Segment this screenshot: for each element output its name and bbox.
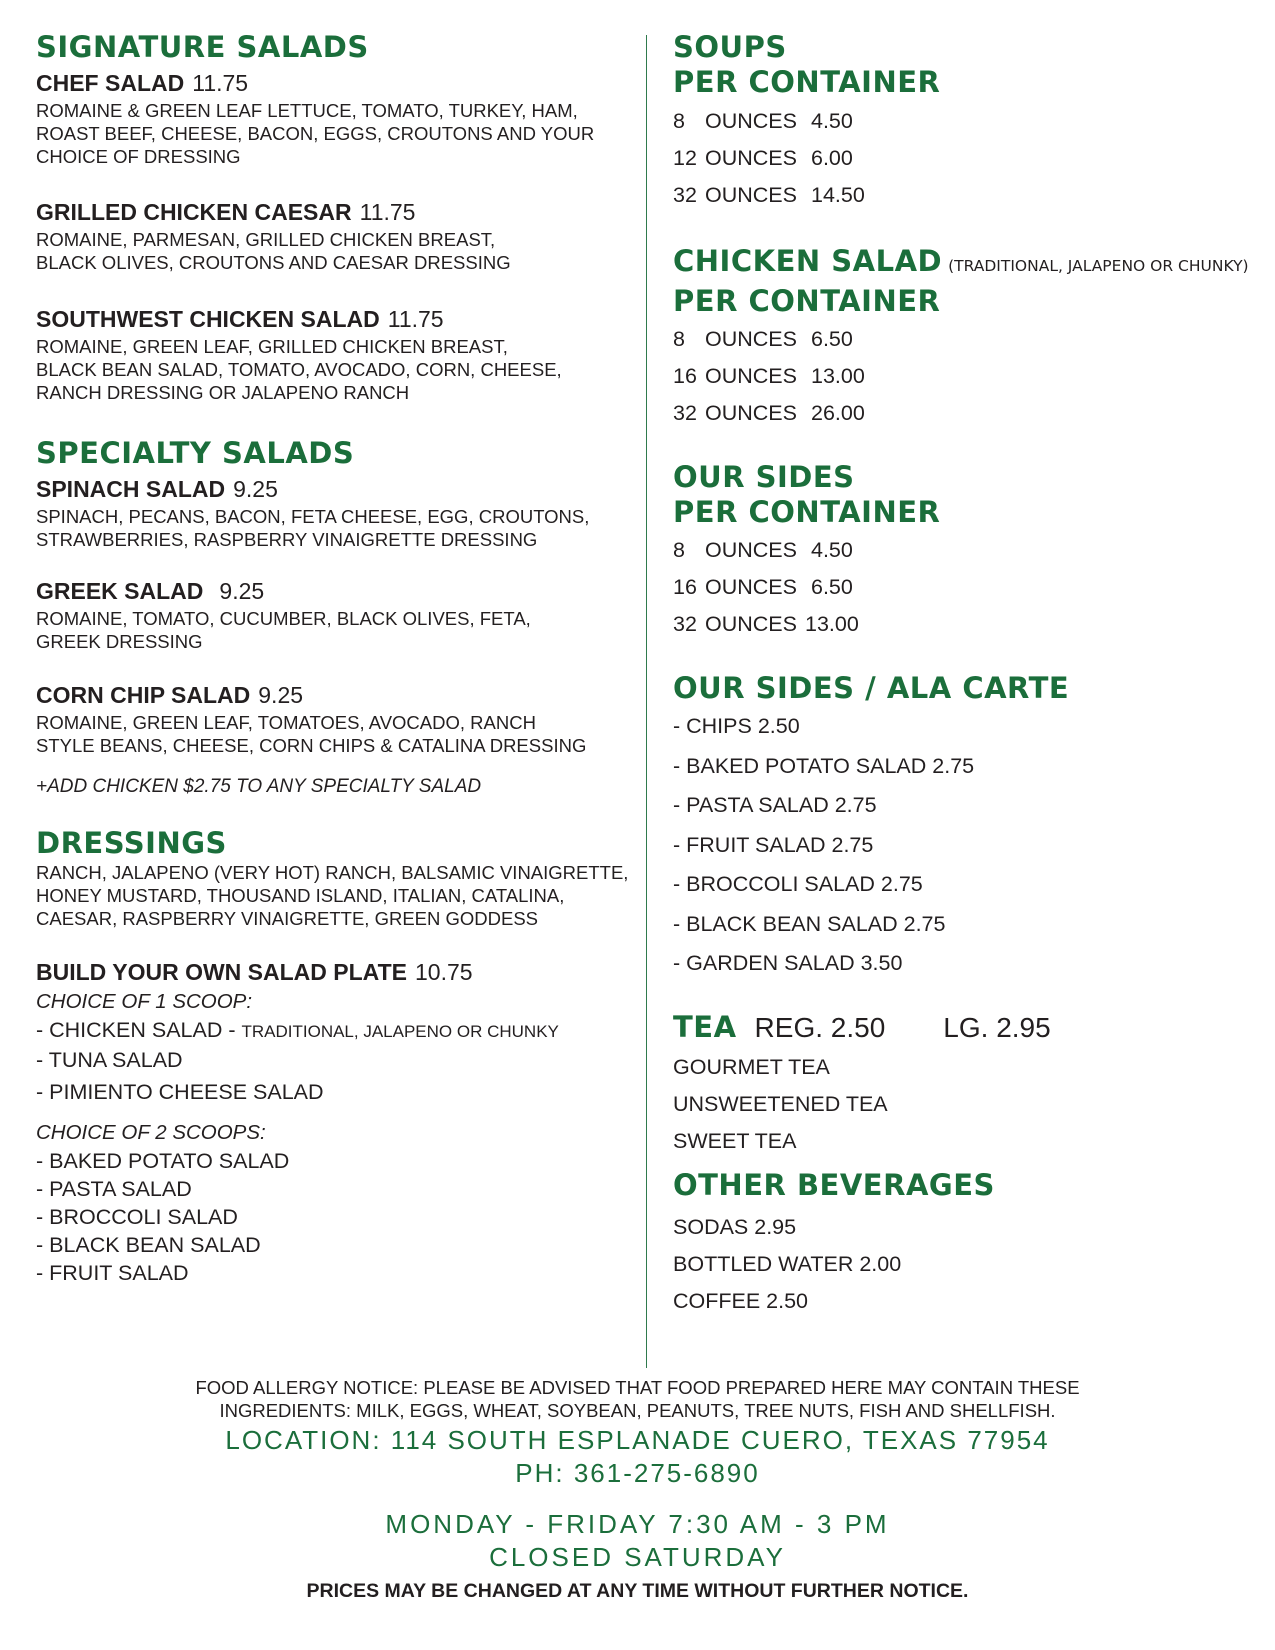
choice-two-item: - BROCCOLI SALAD — [36, 1205, 238, 1229]
row-price: 13.00 — [804, 612, 859, 636]
chicken-salad-section — [673, 244, 1263, 432]
choice-two-item: - FRUIT SALAD — [36, 1261, 189, 1285]
price-row — [673, 140, 1263, 177]
beverage-item: SODAS 2.95 — [673, 1214, 797, 1239]
qty: 8 — [673, 538, 685, 562]
specialty-salads-heading: SPECIALTY SALADS — [36, 436, 355, 470]
item-price: 11.75 — [359, 199, 416, 225]
other-beverages-heading: OTHER BEVERAGES — [673, 1167, 995, 1202]
side-item: - BROCCOLI SALAD 2.75 — [673, 872, 923, 896]
unit: OUNCES — [705, 146, 797, 170]
prices-notice: PRICES MAY BE CHANGED AT ANY TIME WITHOUT FURTHER NOTICE. — [306, 1580, 969, 1602]
choice-two-item: - PASTA SALAD — [36, 1177, 192, 1201]
side-item: - CHIPS 2.50 — [673, 714, 800, 738]
weekday-hours: MONDAY - FRIDAY 7:30 AM - 3 PM — [385, 1509, 890, 1539]
soups-section — [673, 30, 1263, 214]
tea-item: GOURMET TEA — [673, 1054, 830, 1079]
qty: 32 — [673, 183, 697, 207]
dressings-heading: DRESSINGS — [36, 826, 227, 860]
qty: 12 — [673, 146, 697, 170]
desc-line: ROMAINE, GREEN LEAF, TOMATOES, AVOCADO, RANCH — [36, 712, 536, 733]
other-beverages-section — [673, 1168, 1263, 1320]
qty: 8 — [673, 327, 685, 351]
row-price: 13.00 — [810, 364, 865, 388]
item-price: 9.25 — [219, 578, 265, 604]
unit: OUNCES — [705, 109, 797, 133]
dressings-line: CAESAR, RASPBERRY VINAIGRETTE, GREEN GODDESS — [36, 908, 539, 929]
price-row — [673, 532, 1263, 569]
desc-line: BLACK OLIVES, CROUTONS AND CAESAR DRESSING — [36, 252, 511, 273]
desc-line: SPINACH, PECANS, BACON, FETA CHEESE, EGG, CROUTONS, — [36, 506, 590, 527]
location-address: LOCATION: 114 SOUTH ESPLANADE CUERO, TEXAS 77954 — [225, 1425, 1050, 1455]
unit: OUNCES — [705, 538, 797, 562]
sides-ala-carte-section — [673, 671, 1263, 984]
location-block — [0, 1424, 1275, 1490]
item-name: CHEF SALAD — [36, 70, 185, 96]
choice-two-item: - BAKED POTATO SALAD — [36, 1149, 290, 1173]
beverage-item: BOTTLED WATER 2.00 — [673, 1251, 902, 1276]
qty: 32 — [673, 401, 697, 425]
sides-ala-carte-heading: OUR SIDES / ALA CARTE — [673, 671, 1070, 705]
side-item: - PASTA SALAD 2.75 — [673, 793, 877, 817]
tea-heading: TEA — [673, 1009, 737, 1044]
row-price: 6.00 — [810, 146, 853, 170]
left-column — [36, 30, 636, 1287]
qty: 16 — [673, 575, 697, 599]
allergy-line: FOOD ALLERGY NOTICE: PLEASE BE ADVISED THAT FOOD PREPARED HERE MAY CONTAIN THESE — [195, 1377, 1080, 1398]
signature-salads-heading: SIGNATURE SALADS — [36, 30, 369, 64]
choice-one-label: CHOICE OF 1 SCOOP: — [36, 990, 253, 1013]
desc-line: STRAWBERRIES, RASPBERRY VINAIGRETTE DRESSING — [36, 529, 538, 550]
column-divider — [646, 35, 647, 1368]
allergy-notice — [0, 1376, 1275, 1422]
soups-subheading: PER CONTAINER — [673, 65, 941, 99]
qty: 32 — [673, 612, 697, 636]
desc-line: CHOICE OF DRESSING — [36, 146, 241, 167]
desc-line: ROMAINE, TOMATO, CUCUMBER, BLACK OLIVES, FETA, — [36, 608, 531, 629]
add-chicken-note: +ADD CHICKEN $2.75 TO ANY SPECIALTY SALAD — [36, 776, 482, 797]
price-row — [673, 569, 1263, 606]
build-price: 10.75 — [414, 959, 473, 985]
side-item: - BLACK BEAN SALAD 2.75 — [673, 911, 946, 936]
item-name: SPINACH SALAD — [36, 476, 226, 502]
build-title: BUILD YOUR OWN SALAD PLATE — [36, 959, 407, 985]
item-description — [36, 711, 636, 757]
unit: OUNCES — [705, 575, 797, 599]
desc-line: STYLE BEANS, CHEESE, CORN CHIPS & CATALINA DRESSING — [36, 735, 587, 756]
menu-item-greek-salad — [36, 577, 636, 653]
chicken-salad-heading — [673, 244, 1263, 284]
item-name: SOUTHWEST CHICKEN SALAD — [36, 306, 380, 332]
price-row — [673, 358, 1263, 395]
choice-one-item — [36, 1016, 636, 1046]
side-item: - GARDEN SALAD 3.50 — [673, 951, 903, 975]
item-description — [36, 335, 636, 404]
sides-heading: OUR SIDES — [673, 460, 855, 494]
item-price: 9.25 — [258, 682, 304, 708]
closed-note: CLOSED SATURDAY — [489, 1542, 786, 1572]
menu-item-corn-chip-salad — [36, 681, 636, 757]
qty: 16 — [673, 364, 697, 388]
choice-two-item: - BLACK BEAN SALAD — [36, 1233, 261, 1257]
desc-line: ROMAINE & GREEN LEAF LETTUCE, TOMATO, TURKEY, HAM, — [36, 100, 578, 121]
item-subtext: TRADITIONAL, JALAPENO OR CHUNKY — [241, 1022, 559, 1041]
price-row — [673, 321, 1263, 358]
row-price: 14.50 — [810, 183, 865, 207]
soups-heading: SOUPS — [673, 30, 787, 64]
item-price: 11.75 — [192, 70, 249, 96]
hours-block — [0, 1508, 1275, 1574]
build-your-own-section — [36, 958, 636, 1287]
allergy-line: INGREDIENTS: MILK, EGGS, WHEAT, SOYBEAN, PEANUTS, TREE NUTS, FISH AND SHELLFISH. — [219, 1400, 1056, 1421]
unit: OUNCES — [705, 183, 797, 207]
desc-line: ROMAINE, PARMESAN, GRILLED CHICKEN BREAST, — [36, 229, 496, 250]
item-description — [36, 607, 636, 653]
menu-item-southwest-chicken-salad — [36, 305, 636, 404]
item-price: 9.25 — [233, 476, 278, 502]
unit: OUNCES — [705, 327, 797, 351]
tea-regular-price: REG. 2.50 — [754, 1011, 886, 1043]
heading-note: (TRADITIONAL, JALAPENO OR CHUNKY) — [948, 257, 1249, 275]
tea-section — [673, 1010, 1263, 1160]
tea-item: SWEET TEA — [673, 1128, 797, 1153]
price-row — [673, 606, 1263, 643]
sides-container-section — [673, 460, 1263, 643]
desc-line: ROMAINE, GREEN LEAF, GRILLED CHICKEN BREAST, — [36, 336, 508, 357]
item-description — [36, 505, 636, 551]
heading-text: CHICKEN SALAD — [673, 244, 943, 278]
dressings-line: RANCH, JALAPENO (VERY HOT) RANCH, BALSAMIC VINAIGRETTE, — [36, 862, 629, 883]
price-row — [673, 103, 1263, 140]
unit: OUNCES — [705, 612, 797, 636]
right-column — [673, 30, 1263, 1320]
choice-two-label: CHOICE OF 2 SCOOPS: — [36, 1121, 266, 1144]
row-price: 4.50 — [810, 538, 853, 562]
item-text: - CHICKEN SALAD - — [36, 1018, 242, 1042]
desc-line: RANCH DRESSING OR JALAPENO RANCH — [36, 382, 410, 403]
row-price: 6.50 — [810, 327, 853, 351]
desc-line: BLACK BEAN SALAD, TOMATO, AVOCADO, CORN, CHEESE, — [36, 359, 562, 380]
desc-line: ROAST BEEF, CHEESE, BACON, EGGS, CROUTONS AND YOUR — [36, 123, 595, 144]
row-price: 4.50 — [810, 109, 853, 133]
unit: OUNCES — [705, 401, 797, 425]
item-name: GREEK SALAD — [36, 578, 204, 604]
price-row — [673, 395, 1263, 432]
price-row — [673, 177, 1263, 214]
tea-header — [673, 1010, 1263, 1045]
unit: OUNCES — [705, 364, 797, 388]
item-name: GRILLED CHICKEN CAESAR — [36, 199, 352, 225]
tea-item: UNSWEETENED TEA — [673, 1091, 888, 1116]
menu-item-chef-salad — [36, 69, 636, 168]
tea-large-price: LG. 2.95 — [943, 1011, 1051, 1043]
sides-subheading: PER CONTAINER — [673, 495, 941, 529]
item-description — [36, 99, 636, 168]
qty: 8 — [673, 109, 685, 133]
item-description — [36, 228, 636, 274]
dressings-list — [36, 861, 636, 930]
dressings-line: HONEY MUSTARD, THOUSAND ISLAND, ITALIAN, CATALINA, — [36, 885, 565, 906]
phone-number: PH: 361-275-6890 — [515, 1458, 760, 1488]
choice-one-item: - TUNA SALAD — [36, 1048, 183, 1072]
beverage-item: COFFEE 2.50 — [673, 1288, 809, 1313]
menu-item-grilled-chicken-caesar — [36, 198, 636, 274]
choice-one-item: - PIMIENTO CHEESE SALAD — [36, 1080, 324, 1104]
chicken-salad-subheading: PER CONTAINER — [673, 284, 941, 318]
side-item: - FRUIT SALAD 2.75 — [673, 832, 874, 857]
item-name: CORN CHIP SALAD — [36, 682, 251, 708]
desc-line: GREEK DRESSING — [36, 631, 203, 652]
item-price: 11.75 — [387, 306, 444, 332]
menu-item-spinach-salad — [36, 475, 636, 551]
row-price: 26.00 — [810, 401, 865, 425]
row-price: 6.50 — [810, 575, 853, 599]
side-item: - BAKED POTATO SALAD 2.75 — [673, 753, 975, 778]
